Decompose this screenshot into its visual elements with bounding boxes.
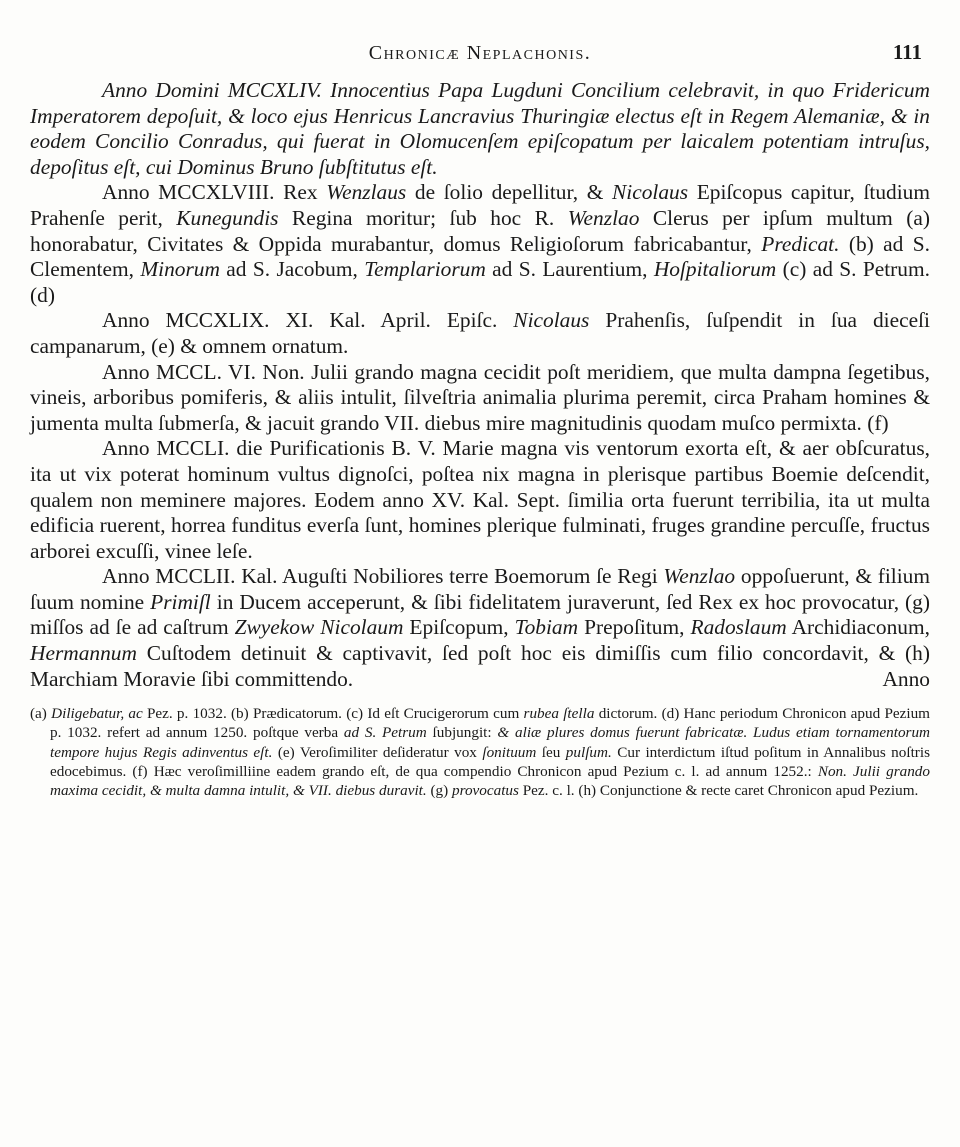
page-number: 111 bbox=[892, 40, 922, 64]
footnote-separator bbox=[30, 692, 930, 700]
main-text bbox=[30, 78, 930, 692]
footnote-a: (a) Diligebatur, ac Pez. p. 1032. (b) Prædicatorum. (c) Id eſt Crucigerorum cum rubea ſtella dictorum. (d) Hanc periodum Chronicon apud Pezium p. 1032. refert ad annum 1250. poſtque verba ad S. Petrum ſubjungit: & aliæ plures domus fuerunt fabricatæ. Ludus etiam tornamentorum tempore hujus Regis adinventus eſt. (e) Veroſimiliter deſideratur vox ſonituum ſeu pulſum. Cur interdictum iſtud poſitum in Annalibus noſtris edocebimus. (f) Hæc veroſimilliine eadem grando eſt, de qua compendio Chronicon apud Pezium c. l. ad annum 1252.: Non. Julii grando maxima cecidit, & multa damna intulit, & VII. diebus duravit. (g) provocatus Pez. c. l. (h) Conjunctione & recte caret Chronicon apud Pezium. bbox=[30, 705, 931, 800]
entry-1250: Anno MCCL. VI. Non. Julii grando magna cecidit poſt meridiem, que multa dampna ſegetibus, vineis, arboribus pomiferis, & aliis intulit, ſilveſtria animalia plurima peremit, circa Praham homines & jumenta multa ſubmerſa, & jacuit grando VII. diebus mire magnitudinis quodam muſco permixta. (f) bbox=[30, 359, 930, 435]
entry-1251: Anno MCCLI. die Purificationis B. V. Marie magna vis ventorum exorta eſt, & aer obſcuratus, ita ut vix poterat hominum vultus dignoſci, poſtea nix magna in plerisque partibus Boemie deſcendit, qualem non meminere majores. Eodem anno XV. Kal. Sept. ſimilia orta fuerunt terribilia, ita ut multa edificia ruerent, horrea funditus everſa ſunt, homines plerique fulminati, fruges grandine percuſſe, fructus arborei excuſſi, vinee leſe. bbox=[30, 436, 930, 563]
running-head bbox=[30, 0, 930, 66]
footnotes bbox=[30, 704, 930, 800]
entry-1248: Anno MCCXLVIII. Rex Wenzlaus de ſolio depellitur, & Nicolaus Epiſcopus capitur, ſtudium Prahenſe perit, Kunegundis Regina moritur; ſub hoc R. Wenzlao Clerus per ipſum multum (a) honorabatur, Civitates & Oppida murabantur, domus Religioſorum fabricabantur, Predicat. (b) ad S. Clementem, Minorum ad S. Jacobum, Templariorum ad S. Laurentium, Hoſpitaliorum (c) ad S. Petrum. (d) bbox=[30, 180, 931, 307]
entry-1249: Anno MCCXLIX. XI. Kal. April. Epiſc. Nicolaus Prahenſis, ſuſpendit in ſua dieceſi campanarum, (e) & omnem ornatum. bbox=[30, 308, 930, 358]
running-title: Chronicæ Neplachonis. bbox=[368, 42, 592, 64]
entry-1244: Anno Domini MCCXLIV. Innocentius Papa Lugduni Concilium celebravit, in quo Fridericum Imperatorem depoſuit, & loco ejus Henricus Lancravius Thuringiæ electus eſt in Regem Alemaniæ, & in eodem Concilio Conradus, qui fuerat in Olomucenſem epiſcopatum per laicalem potentiam intruſus, depoſitus eſt, cui Dominus Bruno ſubſtitutus eſt. bbox=[30, 78, 930, 179]
catchword: Anno bbox=[882, 666, 930, 691]
entry-1252: Anno MCCLII. Kal. Auguſti Nobiliores terre Boemorum ſe Regi Wenzlao oppoſuerunt, & filium ſuum nomine Primiſl in Ducem acceperunt, & ſibi fidelitatem juraverunt, ſed Rex ex hoc provocatur, (g) miſſos ad ſe ad caſtrum Zwyekow Nicolaum Epiſcopum, Tobiam Prepoſitum, Radoslaum Archidiaconum, Hermannum Cuſtodem detinuit & captivavit, ſed poſt hoc eis dimiſſis cum filio concordavit, & (h) Marchiam Moravie ſibi committendo. bbox=[30, 564, 930, 691]
